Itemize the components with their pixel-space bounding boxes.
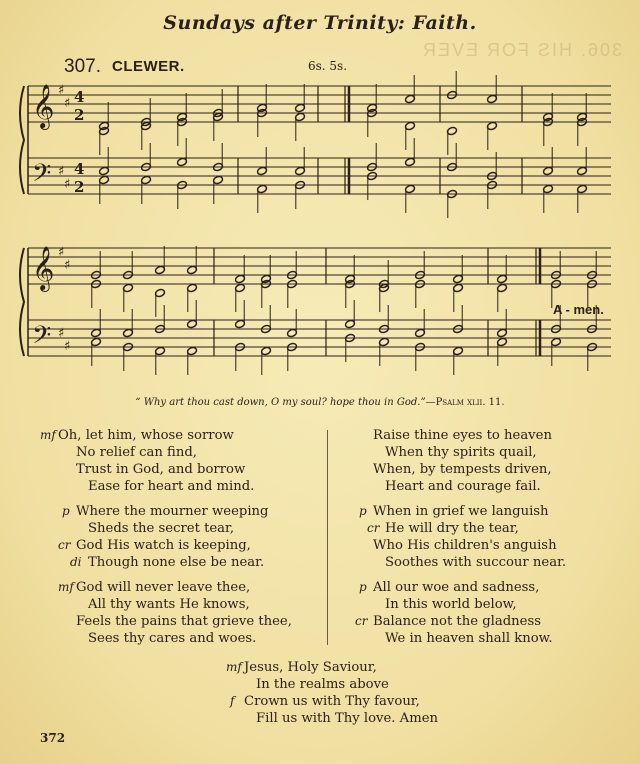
verse-line bbox=[40, 427, 254, 444]
verse-5 bbox=[355, 503, 566, 571]
verse-line bbox=[355, 537, 566, 554]
brace bbox=[20, 86, 24, 194]
verse-line bbox=[355, 579, 553, 596]
time-signature: 4 bbox=[74, 160, 85, 178]
verse-line-text: No relief can find, bbox=[76, 445, 197, 460]
verse-line bbox=[58, 461, 254, 478]
verse-line bbox=[355, 520, 566, 537]
sharp-icon: ♯ bbox=[64, 258, 71, 273]
treble-clef-icon: 𝄞 bbox=[32, 246, 55, 290]
verse-line bbox=[58, 596, 292, 613]
verse-line bbox=[58, 537, 268, 554]
verse-line-text: Soothes with succour near. bbox=[385, 555, 567, 570]
verse-line-text: Feels the pains that grieve thee, bbox=[76, 614, 292, 629]
verse-line-text: God will never leave thee, bbox=[76, 580, 251, 595]
verse-line-text: Trust in God, and borrow bbox=[76, 462, 246, 477]
verse-line-text: All thy wants He knows, bbox=[88, 597, 250, 612]
verse-line bbox=[58, 503, 268, 520]
verse-line bbox=[355, 613, 553, 630]
verse-line-text: We in heaven shall know. bbox=[385, 631, 553, 646]
verse-line-text: Sheds the secret tear, bbox=[88, 521, 235, 536]
verse-3 bbox=[58, 579, 292, 647]
verse-line-text: Balance not the gladness bbox=[373, 614, 542, 629]
dynamic-marking: cr bbox=[58, 538, 71, 552]
dynamic-marking: mf bbox=[58, 580, 74, 594]
epigraph bbox=[0, 397, 640, 408]
verse-line-text: All our woe and sadness, bbox=[373, 580, 540, 595]
sharp-icon: ♯ bbox=[58, 326, 65, 341]
verse-line bbox=[355, 596, 553, 613]
page-number: 372 bbox=[40, 731, 66, 745]
verse-line bbox=[355, 503, 566, 520]
verse-line-text: Heart and courage fail. bbox=[385, 479, 541, 494]
dynamic-marking: p bbox=[62, 504, 70, 518]
verse-line-text: Oh, let him, whose sorrow bbox=[58, 428, 234, 443]
verse-line-text: God His watch is keeping, bbox=[76, 538, 251, 553]
verse-6 bbox=[355, 579, 553, 647]
verse-2 bbox=[58, 503, 268, 571]
verse-line bbox=[355, 478, 552, 495]
dynamic-marking: mf bbox=[40, 428, 56, 442]
verse-line-text: He will dry the tear, bbox=[385, 521, 519, 536]
verse-1 bbox=[40, 427, 255, 495]
verse-line-text: Crown us with Thy favour, bbox=[244, 694, 420, 709]
dynamic-marking: di bbox=[70, 555, 82, 569]
verse-line-text: When in grief we languish bbox=[373, 504, 549, 519]
dynamic-marking: p bbox=[359, 504, 367, 518]
sharp-icon: ♯ bbox=[58, 245, 65, 260]
verse-7 bbox=[226, 659, 438, 727]
brace bbox=[20, 248, 24, 356]
verse-line-text: In this world below, bbox=[385, 597, 517, 612]
verse-line-text: When thy spirits quail, bbox=[385, 445, 537, 460]
verse-line bbox=[58, 630, 292, 647]
verse-line-text: When, by tempests driven, bbox=[373, 462, 552, 477]
verse-line bbox=[58, 444, 254, 461]
column-divider bbox=[327, 430, 328, 645]
dynamic-marking: p bbox=[359, 580, 367, 594]
sharp-icon: ♯ bbox=[64, 96, 71, 111]
bleed-through-text: 306. HIS FOR EVER bbox=[420, 40, 622, 60]
epigraph-source: Psalm xlii. 11. bbox=[435, 397, 505, 408]
hymn-number: 307. bbox=[64, 56, 101, 77]
verse-line-text: Who His children's anguish bbox=[373, 538, 557, 553]
verse-line bbox=[226, 710, 438, 727]
verse-line bbox=[58, 579, 292, 596]
treble-clef-icon: 𝄞 bbox=[32, 84, 55, 128]
verse-line bbox=[355, 461, 552, 478]
time-signature: 2 bbox=[74, 106, 85, 124]
epigraph-quote: “ Why art thou cast down, O my soul? hope thou in God.”— bbox=[135, 397, 436, 408]
time-signature: 4 bbox=[74, 88, 85, 106]
verse-line bbox=[355, 427, 552, 444]
tune-name: CLEWER. bbox=[112, 58, 185, 75]
verse-line-text: Jesus, Holy Saviour, bbox=[244, 660, 377, 675]
dynamic-marking: mf bbox=[226, 660, 242, 674]
dynamic-marking: cr bbox=[367, 521, 380, 535]
page-header: Sundays after Trinity: Faith. bbox=[163, 12, 477, 34]
bass-clef-icon: 𝄢 bbox=[32, 159, 52, 194]
verse-4 bbox=[355, 427, 552, 495]
time-signature: 2 bbox=[74, 178, 85, 196]
verse-line bbox=[355, 554, 566, 571]
verse-line-text: In the realms above bbox=[256, 677, 389, 692]
sharp-icon: ♯ bbox=[64, 177, 71, 192]
hymn-meter: 6s. 5s. bbox=[308, 59, 348, 73]
verse-line bbox=[58, 520, 268, 537]
dynamic-marking: f bbox=[230, 694, 235, 708]
verse-line bbox=[226, 676, 438, 693]
bass-clef-icon: 𝄢 bbox=[32, 321, 52, 356]
verse-line-text: Though none else be near. bbox=[88, 555, 265, 570]
dynamic-marking: cr bbox=[355, 614, 368, 628]
verse-line bbox=[58, 613, 292, 630]
sharp-icon: ♯ bbox=[58, 83, 65, 98]
verse-line bbox=[226, 659, 438, 676]
verse-line-text: Ease for heart and mind. bbox=[88, 479, 255, 494]
verse-line bbox=[58, 554, 268, 571]
sharp-icon: ♯ bbox=[64, 339, 71, 354]
sharp-icon: ♯ bbox=[58, 164, 65, 179]
amen-lyric: A - men. bbox=[553, 302, 604, 317]
verse-line-text: Where the mourner weeping bbox=[76, 504, 269, 519]
verse-line bbox=[355, 444, 552, 461]
verse-line-text: Raise thine eyes to heaven bbox=[373, 428, 552, 443]
verse-line bbox=[58, 478, 254, 495]
verse-line bbox=[355, 630, 553, 647]
verse-line-text: Fill us with Thy love. Amen bbox=[256, 711, 438, 726]
verse-line bbox=[226, 693, 438, 710]
verse-line-text: Sees thy cares and woes. bbox=[88, 631, 257, 646]
